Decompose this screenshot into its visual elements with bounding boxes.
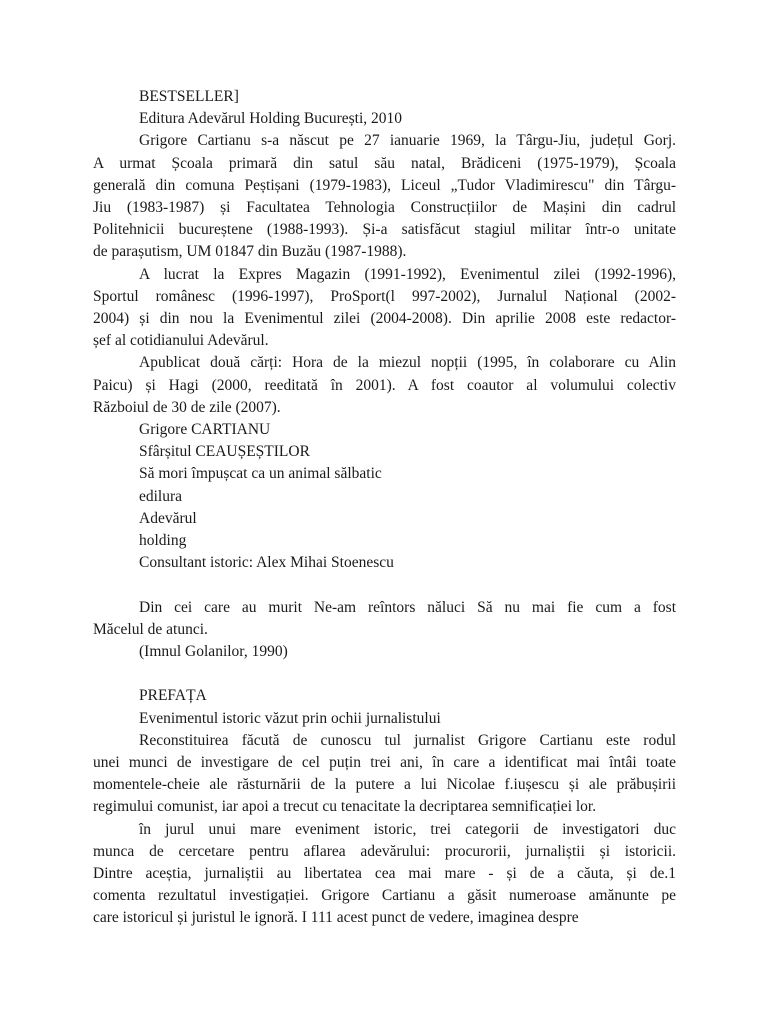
text-line: PREFAȚA	[139, 687, 207, 705]
text-line: Grigore Cartianu s-a născut pe 27 ianuarie 1969, la Târgu-Jiu, județul Gorj.	[139, 132, 676, 150]
text-line: Politehnicii bucureștene (1988-1993). Și-a satisfăcut stagiul militar într-o unitate	[93, 221, 676, 239]
paragraph	[93, 108, 676, 130]
text-line: Evenimentul istoric văzut prin ochii jurnalistului	[139, 709, 441, 727]
text-line: Să mori împușcat ca un animal sălbatic	[139, 465, 382, 483]
text-line: comenta rezultatul investigației. Grigore Cartianu a găsit numeroase amănunte pe	[93, 887, 676, 905]
paragraph	[93, 530, 676, 552]
paragraph	[93, 130, 676, 263]
blank-line	[93, 663, 676, 685]
text-line: 2004) și din nou la Evenimentul zilei (2004-2008). Din aprilie 2008 este redactor-	[93, 310, 676, 328]
paragraph	[93, 463, 676, 485]
text-line: Paicu) și Hagi (2000, reeditată în 2001). A fost coautor al volumului colectiv	[93, 376, 676, 394]
text-line: Dintre aceștia, jurnaliștii au libertatea cea mai mare - și de a căuta, și de.1	[93, 865, 676, 883]
text-line: A urmat Școala primară din satul său natal, Brădiceni (1975-1979), Școala	[93, 154, 676, 172]
paragraph	[93, 264, 676, 353]
text-line: unei munci de investigare de cel puțin trei ani, în care a identificat mai întâi toate	[93, 754, 676, 772]
paragraph	[93, 441, 676, 463]
paragraph	[93, 352, 676, 419]
paragraph	[93, 86, 676, 108]
paragraph	[93, 708, 676, 730]
text-line: care istoricul și juristul le ignoră. I 111 acest punct de vedere, imaginea despre	[93, 909, 579, 927]
text-line: munca de cercetare pentru aflarea adevărului: procurorii, jurnaliștii și istoricii.	[93, 842, 676, 860]
paragraph	[93, 419, 676, 441]
text-line: generală din comuna Peștișani (1979-1983), Liceul „Tudor Vladimirescu" din Târgu-	[93, 176, 676, 194]
text-line: în jurul unui mare eveniment istoric, trei categorii de investigatori duc	[139, 820, 676, 838]
blank-line	[93, 574, 676, 596]
paragraph	[93, 486, 676, 508]
text-line: Apublicat două cărți: Hora de la miezul nopții (1995, în colaborare cu Alin	[139, 354, 676, 372]
text-line: BESTSELLER]	[139, 88, 239, 105]
text-line: Din cei care au murit Ne-am reîntors năluci Să nu mai fie cum a fost	[139, 598, 676, 616]
document-page	[93, 86, 676, 930]
paragraph	[93, 685, 676, 707]
text-line: Sfârșitul CEAUȘEȘTILOR	[139, 443, 310, 461]
text-line: Grigore CARTIANU	[139, 421, 271, 439]
paragraph	[93, 730, 676, 819]
text-line: holding	[139, 532, 187, 550]
text-line: momentele-cheie ale răsturnării de la putere a lui Nicolae f.iușescu și ale prăbușirii	[93, 776, 676, 794]
text-line: edilura	[139, 487, 183, 505]
text-line: Consultant istoric: Alex Mihai Stoenescu	[139, 554, 394, 572]
paragraph	[93, 597, 676, 641]
text-line: Sportul românesc (1996-1997), ProSport(l 997-2002), Jurnalul Național (2002-	[93, 287, 676, 305]
text-line: Jiu (1983-1987) și Facultatea Tehnologia Construcțiilor de Mașini din cadrul	[93, 199, 676, 217]
paragraph	[93, 641, 676, 663]
text-line: șef al cotidianului Adevărul.	[93, 332, 269, 350]
text-line: Reconstituirea făcută de cunoscu tul jurnalist Grigore Cartianu este rodul	[139, 731, 676, 749]
text-line: Războiul de 30 de zile (2007).	[93, 398, 281, 416]
text-line: Editura Adevărul Holding București, 2010	[139, 110, 403, 128]
text-line: A lucrat la Expres Magazin (1991-1992), Evenimentul zilei (1992-1996),	[139, 265, 676, 283]
text-line: Măcelul de atunci.	[93, 620, 208, 638]
paragraph	[93, 508, 676, 530]
text-line: regimului comunist, iar apoi a trecut cu tenacitate la decriptarea semnificației lor.	[93, 798, 597, 816]
text-line: Adevărul	[139, 509, 197, 527]
text-line: de parașutism, UM 01847 din Buzău (1987-1988).	[93, 243, 407, 261]
paragraph	[93, 552, 676, 574]
paragraph	[93, 819, 676, 930]
text-line: (Imnul Golanilor, 1990)	[139, 643, 288, 661]
